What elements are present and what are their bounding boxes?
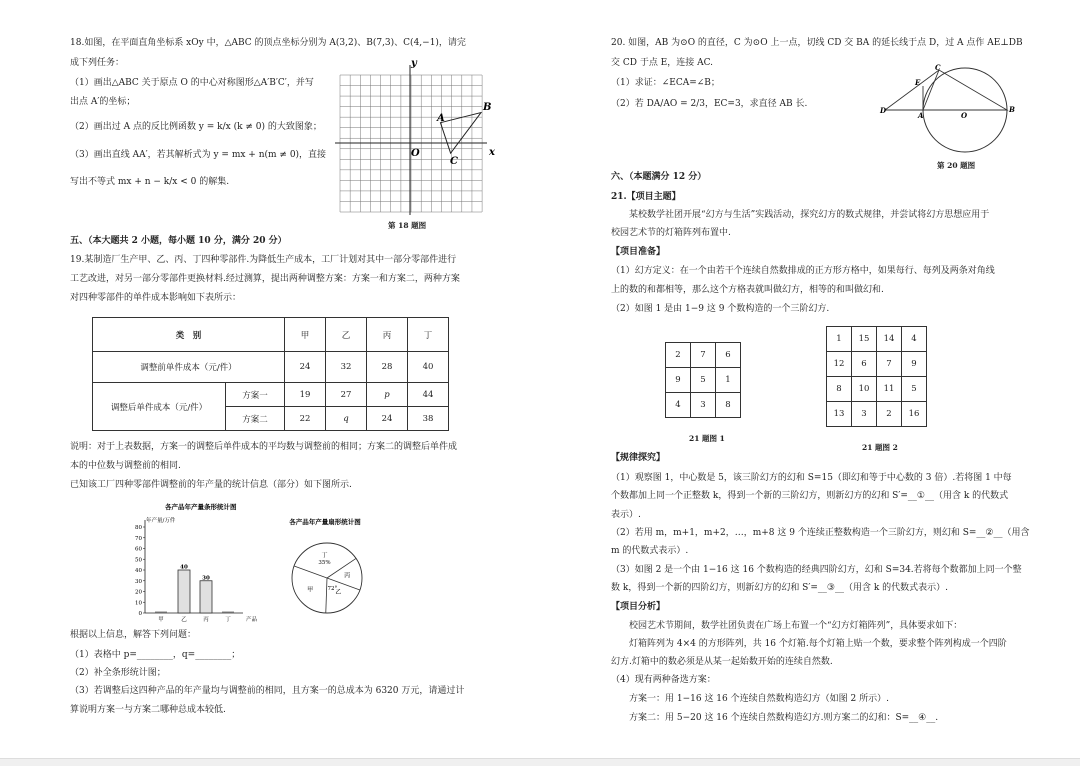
note-line: 本的中位数与调整前的相同. (70, 461, 181, 471)
q21-line: （4）现有两种备选方案： (611, 675, 716, 685)
y-tick-label: 60 (135, 546, 142, 553)
pie-chart-title: 各产品年产量扇形统计图 (289, 518, 361, 526)
q21-line: 灯箱阵列为 4×4 的方形阵列，共 16 个灯箱.每个灯箱上贴一个数，要求整个阵列构成一个四阶 (611, 639, 1007, 649)
q21-line: （2）如图 1 是由 1−9 这 9 个数构造的一个三阶幻方. (611, 304, 830, 314)
q20-figure-caption: 第 20 题图 (937, 161, 976, 170)
question-line: 算说明方案一与方案二哪种总成本较低. (70, 705, 226, 715)
x-tick-label: 丁 (225, 617, 231, 623)
table-header-cell: 类 别 (93, 318, 285, 352)
y-tick-label: 40 (135, 568, 142, 574)
magic-square-cell: 3 (852, 402, 877, 427)
y-tick-label: 30 (135, 578, 142, 585)
y-tick-label: 20 (135, 589, 142, 596)
magic-square-cell: 6 (716, 343, 741, 368)
point-d-label: D (880, 106, 887, 115)
magic-square-cell: 7 (691, 343, 716, 368)
q18-line: 出点 A′的坐标； (70, 97, 136, 107)
table-cell: 32 (326, 352, 367, 383)
q21-line: （3）如图 2 是一个由 1−16 这 16 个数构造的经典四阶幻方，幻和 S=34.若将每个数都加上同一个整 (611, 565, 1022, 575)
q19-line: 对四种零部件的单件成本影响如下表所示： (70, 293, 242, 303)
magic-square-cell: 4 (902, 327, 927, 352)
q21-line: 上的数的和都相等，那么这个方格表就叫做幻方，相等的和叫做幻和. (611, 285, 884, 295)
magic-square-cell: 1 (827, 327, 852, 352)
table-cell: 24 (285, 352, 326, 383)
magic-square-cell: 8 (716, 393, 741, 418)
table-cell: 方案一 (226, 383, 285, 407)
x-tick-label: 甲 (158, 617, 164, 623)
figure-1-caption: 21 题图 1 (689, 434, 725, 443)
magic-square-4x4 (826, 326, 927, 427)
bar-data-label: 30 (202, 575, 210, 582)
bar-chart (120, 500, 300, 625)
q18-figure-caption: 第 18 题图 (388, 221, 427, 230)
magic-square-3x3 (665, 342, 741, 418)
table-header-cell: 乙 (326, 318, 367, 352)
q18-coordinate-grid (330, 55, 510, 225)
q21-line: 【项目准备】 (611, 247, 666, 257)
pie-chart (275, 512, 385, 622)
table-header-row (93, 318, 449, 352)
point-o-label: O (961, 111, 968, 120)
q21-line: 个数都加上同一个正整数 k，得到一个新的三阶幻方，则新幻方的幻和 S′=__①__（用含 k 的代数式 (611, 491, 1009, 501)
table-cell: 40 (408, 352, 449, 383)
magic-square-cell: 11 (877, 377, 902, 402)
y-tick-label: 0 (138, 611, 142, 617)
q18-line: （1）画出△ABC 关于原点 O 的中心对称图形△A′B′C′，并写 (70, 78, 314, 88)
q18-line: 18.如图，在平面直角坐标系 xOy 中，△ABC 的顶点坐标分别为 A(3,2)、B(7,3)、C(4,−1)，请完 (70, 38, 466, 48)
point-a-label: A (918, 111, 924, 120)
question-line: （1）表格中 p=________，q=________； (70, 650, 241, 660)
square-row (666, 368, 741, 393)
x-tick-label: 丙 (203, 617, 209, 623)
magic-square-cell: 12 (827, 352, 852, 377)
q21-line: m 的代数式表示）. (611, 546, 689, 556)
bar (200, 581, 212, 613)
magic-square-cell: 1 (716, 368, 741, 393)
q18-line: 成下列任务： (70, 58, 125, 68)
pie-slice-label: 35% (318, 559, 331, 566)
cost-table (92, 317, 449, 431)
note-line: 说明：对于上表数据，方案一的调整后单件成本的平均数与调整前的相同；方案二的调整后单件成 (70, 442, 458, 452)
q21-line: 数 k，得到一个新的四阶幻方，则新幻方的幻和 S′=__③__（用含 k 的代数式表示）. (611, 583, 949, 593)
magic-square-cell: 6 (852, 352, 877, 377)
pie-slice-name: 丙 (344, 572, 351, 580)
table-cell: 19 (285, 383, 326, 407)
q21-line: （1）观察图 1，中心数是 5，该三阶幻方的幻和 S=15（即幻和等于中心数的 3 倍）.若将图 1 中每 (611, 473, 1012, 483)
q21-line: 21.【项目主题】 (611, 192, 681, 202)
square-row (666, 343, 741, 368)
table-cell: 38 (408, 407, 449, 431)
section-6-heading: 六、（本题满分 12 分） (611, 172, 707, 182)
grid-lines (335, 65, 487, 215)
q19-line: 19.某制造厂生产甲、乙、丙、丁四种零部件.为降低生产成本，工厂计划对其中一部分零部件进行 (70, 255, 457, 265)
y-tick-label: 50 (135, 557, 142, 564)
q21-line: 【项目分析】 (611, 602, 666, 612)
q21-line: 方案二：用 5−20 这 16 个连续自然数构造幻方.则方案二的幻和：S=__④__. (611, 713, 939, 723)
y-tick-label: 10 (135, 600, 142, 607)
y-axis-label: y (411, 58, 417, 69)
table-cell: 调整后单件成本（元/件） (93, 383, 226, 431)
magic-square-cell: 5 (902, 377, 927, 402)
point-b-label: B (483, 102, 492, 113)
point-c-label: C (935, 63, 941, 72)
q21-line: 校园艺术节期间，数学社团负责在广场上布置一个“幻方灯箱阵列”，具体要求如下： (611, 621, 963, 631)
pie-slice-name: 乙 (335, 588, 342, 596)
magic-square-cell: 3 (691, 393, 716, 418)
section-5-heading: 五、（本大题共 2 小题，每小题 10 分，满分 20 分） (70, 236, 287, 246)
square-row (827, 352, 927, 377)
point-c-label: C (450, 156, 458, 167)
q18-line: （3）画出直线 AA′，若其解析式为 y = mx + n(m ≠ 0)，直接 (70, 150, 327, 160)
q21-line: 表示）. (611, 510, 641, 520)
magic-square-cell: 9 (666, 368, 691, 393)
pie-slice-label: 72° (327, 585, 338, 592)
bar (178, 570, 190, 613)
table-cell: p (367, 383, 408, 407)
q21-line: 方案一：用 1−16 这 16 个连续自然数构造幻方（如图 2 所示）. (611, 694, 889, 704)
magic-square-cell: 2 (877, 402, 902, 427)
table-cell: 24 (367, 407, 408, 431)
table-header-cell: 甲 (285, 318, 326, 352)
table-cell: q (326, 407, 367, 431)
table-cell: 27 (326, 383, 367, 407)
magic-square-cell: 8 (827, 377, 852, 402)
y-tick-label: 70 (135, 535, 142, 542)
y-axis-title: 年产量/万件 (146, 518, 176, 524)
q21-line: 幻方.灯箱中的数必须是从某一起始数开始的连续自然数. (611, 657, 833, 667)
figure-2-caption: 21 题图 2 (862, 443, 898, 452)
triangle-abc (440, 113, 481, 154)
table-cell: 方案二 (226, 407, 285, 431)
bar-chart-title: 各产品年产量条形统计图 (165, 503, 237, 511)
magic-square-cell: 10 (852, 377, 877, 402)
magic-square-cell: 7 (877, 352, 902, 377)
q20-line: （1）求证：∠ECA=∠B； (611, 78, 720, 88)
magic-square-cell: 5 (691, 368, 716, 393)
table-cell: 调整前单件成本（元/件） (93, 352, 285, 383)
magic-square-cell: 15 (852, 327, 877, 352)
table-cell: 44 (408, 383, 449, 407)
table-header-cell: 丁 (408, 318, 449, 352)
pie-slice-name: 甲 (307, 586, 314, 594)
pie-slice-name: 丁 (321, 551, 328, 559)
q20-circle-figure (875, 58, 1025, 168)
question-line: 根据以上信息，解答下列问题： (70, 630, 197, 640)
magic-square-cell: 13 (827, 402, 852, 427)
table-cell: 28 (367, 352, 408, 383)
q18-line: （2）画出过 A 点的反比例函数 y = k/x (k ≠ 0) 的大致图象； (70, 122, 322, 132)
q20-line: 交 CD 于点 E，连接 AC. (611, 58, 714, 68)
table-row (93, 383, 449, 407)
table-cell: 22 (285, 407, 326, 431)
bar-data-label: 40 (180, 564, 188, 571)
square-row (827, 377, 927, 402)
magic-square-cell: 2 (666, 343, 691, 368)
q21-line: （1）幻方定义：在一个由若干个连续自然数排成的正方形方格中，如果每行、每列及两条对角线 (611, 266, 995, 276)
x-tick-label: 乙 (181, 617, 187, 623)
q20-line: （2）若 DA/AO = 2/3，EC=3，求直径 AB 长. (611, 99, 808, 109)
x-axis-label: x (489, 147, 495, 158)
q19-line: 工艺改进，对另一部分零部件更换材料.经过测算，提出两种调整方案：方案一和方案二，两种方案 (70, 274, 460, 284)
q21-line: （2）若用 m，m+1，m+2，…，m+8 这 9 个连续正整数构造一个三阶幻方，则幻和 S=__②__（用含 (611, 528, 1030, 538)
x-axis-title: 产品 (246, 617, 258, 623)
q21-line: 【规律探究】 (611, 453, 666, 463)
point-b-label: B (1009, 105, 1015, 114)
table-header-cell: 丙 (367, 318, 408, 352)
q20-line: 20. 如图，AB 为⊙O 的直径，C 为⊙O 上一点，切线 CD 交 BA 的延长线于点 D，过 A 点作 AE⊥DB (611, 38, 1023, 48)
point-a-label: A (437, 113, 445, 124)
y-tick-label: 80 (135, 525, 142, 531)
magic-square-cell: 16 (902, 402, 927, 427)
magic-square-cell: 14 (877, 327, 902, 352)
question-line: （3）若调整后这四种产品的年产量均与调整前的相同，且方案一的总成本为 6320 万元，请通过计 (70, 686, 465, 696)
square-row (666, 393, 741, 418)
q21-line: 某校数学社团开展“幻方与生活”实践活动，探究幻方的数式规律，并尝试将幻方思想应用于 (611, 210, 990, 220)
table-row (93, 352, 449, 383)
magic-square-cell: 4 (666, 393, 691, 418)
q18-line: 写出不等式 mx + n − k/x < 0 的解集. (70, 177, 230, 187)
q21-line: 校园艺术节的灯箱阵列布置中. (611, 228, 731, 238)
origin-label: O (411, 148, 420, 159)
point-e-label: E (915, 78, 921, 87)
square-row (827, 402, 927, 427)
note-line: 已知该工厂四种零部件调整前的年产量的统计信息（部分）如下图所示. (70, 480, 352, 490)
question-line: （2）补全条形统计图； (70, 668, 166, 678)
magic-square-cell: 9 (902, 352, 927, 377)
square-row (827, 327, 927, 352)
